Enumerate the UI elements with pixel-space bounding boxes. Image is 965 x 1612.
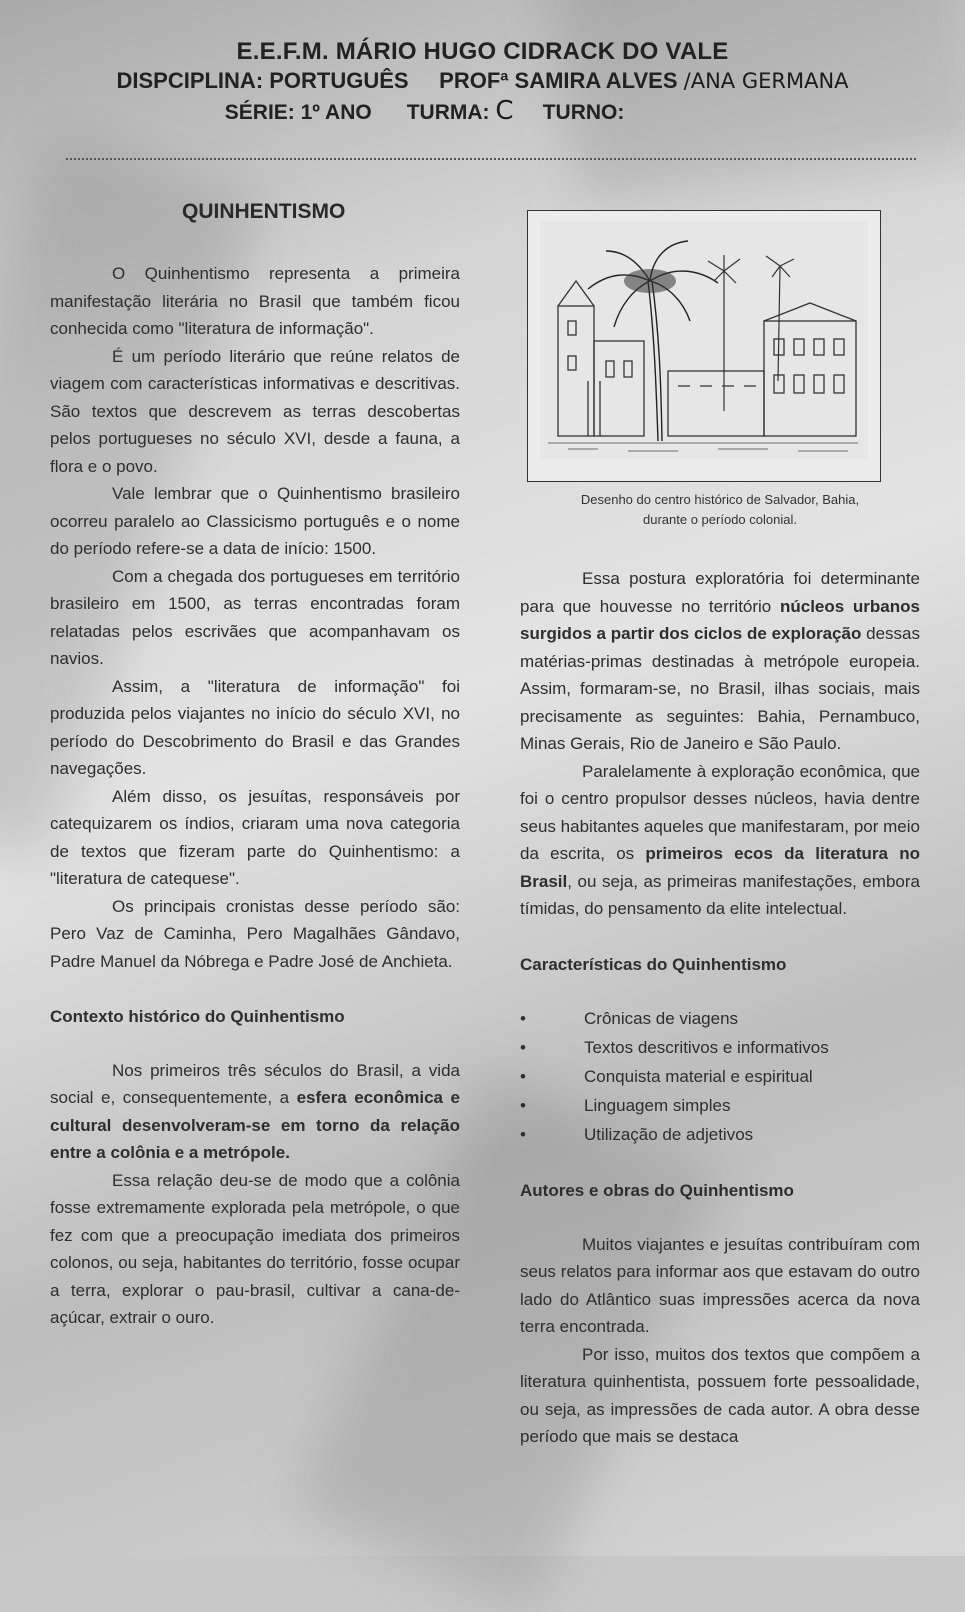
- turma-handwritten: C: [495, 96, 514, 126]
- page-title: QUINHENTISMO: [182, 200, 346, 223]
- section-heading: Autores e obras do Quinhentismo: [520, 1181, 794, 1200]
- paragraph-bold: primeiros ecos da literatura no Brasil: [520, 844, 921, 891]
- paragraph: Por isso, muitos dos textos que compõem a literatura quinhentista, possuem forte pessoalidade, ou seja, as impressões de cada autor. A obra desse período que mais se destaca: [520, 1344, 920, 1446]
- paragraph-text: , ou seja, as primeiras manifestações, embora tímidas, do pensamento da elite intelectual.: [520, 871, 920, 918]
- paragraph-text: Nos primeiros três séculos do Brasil, a vida social e, consequentemente, a: [50, 1060, 460, 1107]
- list-item: • Crônicas de viagens: [520, 1004, 920, 1033]
- list-item: • Textos descritivos e informativos: [520, 1033, 920, 1062]
- paragraph: Além disso, os jesuítas, responsáveis por catequizarem os índios, criaram uma nova categoria de textos que fizeram parte do Quinhentismo: a "literatura de catequese".: [50, 786, 460, 888]
- paragraph: É um período literário que reúne relatos de viagem com características informativas e descritivas. São textos que descrevem as terras descobertas pelos portugueses no século XVI, desde a fauna, a flora e o povo.: [50, 346, 460, 476]
- list-item: • Conquista material e espiritual: [520, 1062, 920, 1091]
- divider: [66, 158, 916, 160]
- teacher-handwritten: /ANA GERMANA: [683, 69, 849, 93]
- paragraph-bold: esfera econômica e cultural desenvolveram-se em torno da relação entre a colônia e a metrópole.: [50, 1088, 460, 1162]
- illustration: [528, 211, 880, 481]
- serie: SÉRIE: 1º ANO: [224, 101, 372, 124]
- paragraph-text: Essa postura exploratória foi determinante para que houvesse no território: [520, 569, 920, 616]
- paragraph: O Quinhentismo representa a primeira manifestação literária no Brasil que também ficou conhecida como "literatura de informação".: [50, 264, 460, 338]
- teacher: PROFª SAMIRA ALVES: [439, 68, 678, 93]
- paragraph: Assim, a "literatura de informação" foi produzida pelos viajantes no início do século XVI, no período do Descobrimento do Brasil e das Grandes navegações.: [50, 676, 460, 778]
- turma: TURMA:: [406, 101, 490, 124]
- section-heading: Características do Quinhentismo: [520, 954, 787, 974]
- paragraph-text: dessas matérias-primas destinadas à metrópole europeia. Assim, formaram-se, no Brasil, ilhas sociais, mais precisamente as seguintes: Bahia, Pernambuco, Minas Gerais, Rio de Janeiro e São Paulo.: [520, 624, 920, 753]
- list-item: • Utilização de adjetivos: [520, 1120, 920, 1149]
- paragraph-text: Paralelamente à exploração econômica, que foi o centro propulsor desses núcleos, havia dentre seus habitantes aqueles que manifestaram, por meio da escrita, os: [520, 761, 920, 863]
- paragraph: [520, 565, 920, 758]
- discipline-line: [0, 68, 965, 94]
- class-line: [0, 96, 965, 126]
- list-item: • Linguagem simples: [520, 1091, 920, 1120]
- right-column: [520, 565, 920, 1451]
- school-name: E.E.F.M. MÁRIO HUGO CIDRACK DO VALE: [236, 38, 729, 65]
- salvador-drawing: [527, 210, 881, 482]
- paragraph: Muitos viajantes e jesuítas contribuíram com seus relatos para informar aos que estavam do outro lado do Atlântico suas impressões acerca da nova terra encontrada.: [520, 1234, 920, 1336]
- paragraph: [50, 1057, 460, 1167]
- characteristics-list: [520, 1004, 920, 1149]
- left-column: [50, 260, 460, 1332]
- figure-caption: Desenho do centro histórico de Salvador, Bahia, durante o período colonial.: [580, 492, 860, 527]
- paragraph: Essa relação deu-se de modo que a colônia fosse extremamente explorada pela metrópole, o que fez com que a preocupação imediata dos primeiros colonos, ou seja, habitantes do território, fosse ocupar a terra, explorar o pau-brasil, cultivar a cana-de-açúcar, extrair o ouro.: [50, 1170, 460, 1327]
- paragraph: Com a chegada dos portugueses em território brasileiro em 1500, as terras encontradas foram relatadas pelos escrivães que acompanhavam os navios.: [50, 566, 460, 668]
- paragraph: Os principais cronistas desse período são: Pero Vaz de Caminha, Pero Magalhães Gândavo, Padre Manuel da Nóbrega e Padre José de Anchieta.: [50, 896, 460, 971]
- paragraph: [520, 758, 920, 923]
- turno: TURNO:: [542, 101, 625, 124]
- paragraph: Vale lembrar que o Quinhentismo brasileiro ocorreu paralelo ao Classicismo português e o nome do período refere-se a data de início: 1500.: [50, 484, 460, 558]
- discipline: DISPCIPLINA: PORTUGUÊS: [116, 68, 409, 93]
- section-heading: Contexto histórico do Quinhentismo: [50, 1007, 345, 1026]
- paragraph-bold: núcleos urbanos surgidos a partir dos ciclos de exploração: [520, 596, 920, 643]
